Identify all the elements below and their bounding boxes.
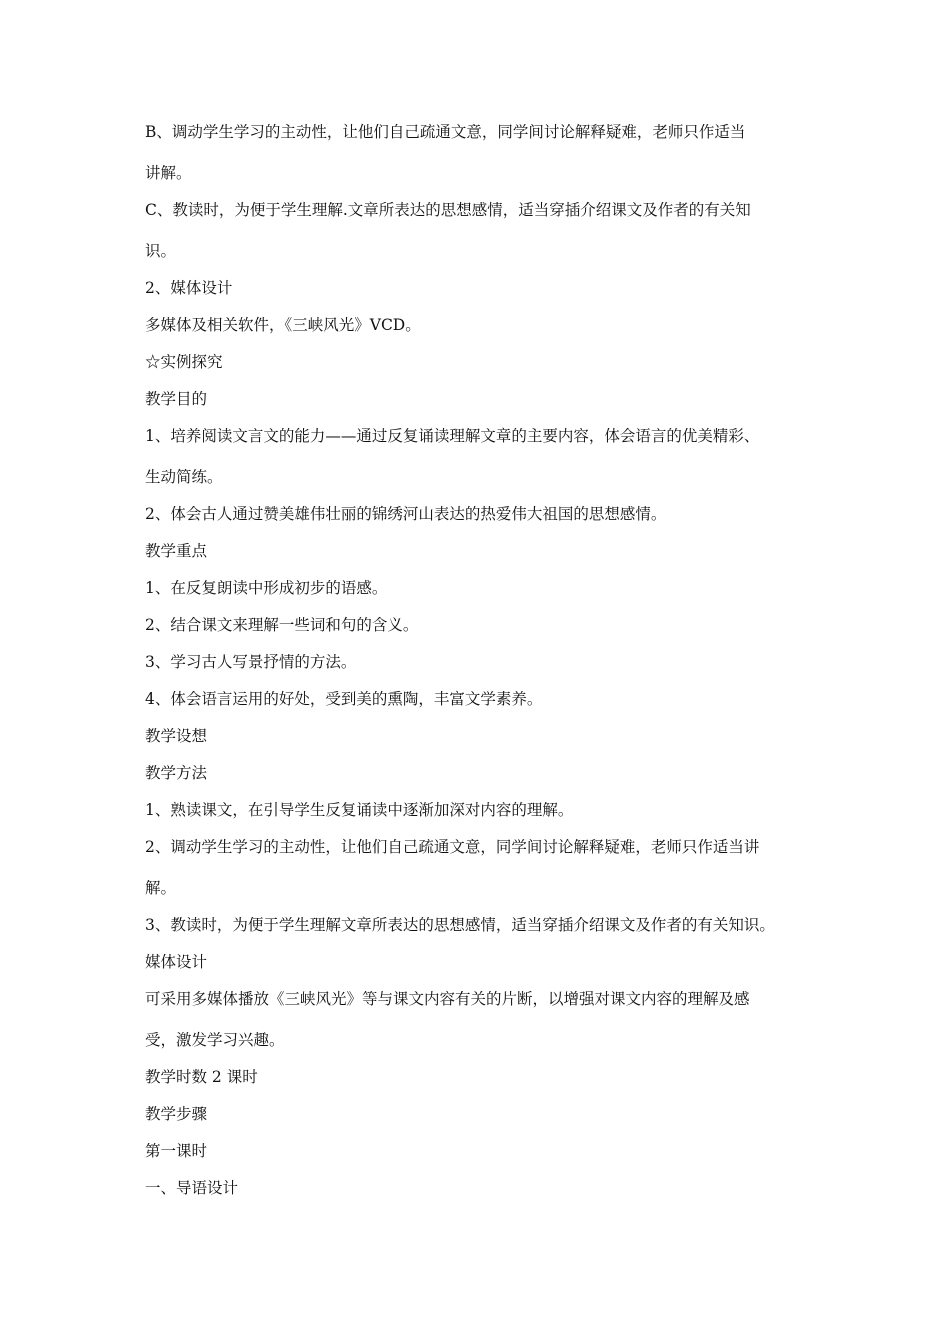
list-item: 4、体会语言运用的好处，受到美的熏陶，丰富文学素养。	[145, 690, 543, 708]
list-item: 1、培养阅读文言文的能力——通过反复诵读理解文章的主要内容，体会语言的优美精彩、	[145, 427, 760, 445]
section-heading: 教学目的	[145, 390, 208, 408]
paragraph-line: 生动简练。	[145, 468, 223, 486]
section-heading: ☆实例探究	[145, 353, 223, 371]
paragraph-line: 识。	[145, 242, 177, 260]
list-item: 3、学习古人写景抒情的方法。	[145, 653, 357, 671]
section-heading: 教学时数 2 课时	[145, 1068, 258, 1086]
section-heading: 教学重点	[145, 542, 208, 560]
section-heading: 媒体设计	[145, 953, 208, 971]
section-heading: 第一课时	[145, 1142, 208, 1160]
section-heading: 教学方法	[145, 764, 208, 782]
list-item: 2、体会古人通过赞美雄伟壮丽的锦绣河山表达的热爱伟大祖国的思想感情。	[145, 505, 667, 523]
paragraph-line: 解。	[145, 879, 177, 897]
section-heading: 教学步骤	[145, 1105, 208, 1123]
paragraph-line: C、教读时，为便于学生理解.文章所表达的思想感情，适当穿插介绍课文及作者的有关知	[145, 201, 751, 219]
list-item: 2、调动学生学习的主动性，让他们自己疏通文意，同学间讨论解释疑难，老师只作适当讲	[145, 838, 760, 856]
paragraph-line: 可采用多媒体播放《三峡风光》等与课文内容有关的片断，以增强对课文内容的理解及感	[145, 990, 750, 1008]
list-item: 3、教读时，为便于学生理解文章所表达的思想感情，适当穿插介绍课文及作者的有关知识。	[145, 916, 775, 934]
document-body	[145, 122, 820, 1215]
paragraph-line: 讲解。	[145, 164, 192, 182]
paragraph-line: 受，激发学习兴趣。	[145, 1031, 285, 1049]
list-item: 1、熟读课文，在引导学生反复诵读中逐渐加深对内容的理解。	[145, 801, 574, 819]
paragraph-line: B、调动学生学习的主动性，让他们自己疏通文意，同学间讨论解释疑难，老师只作适当	[145, 123, 746, 141]
section-heading: 2、媒体设计	[145, 279, 233, 297]
paragraph-line: 多媒体及相关软件，《三峡风光》VCD。	[145, 316, 421, 334]
section-heading: 教学设想	[145, 727, 208, 745]
list-item: 1、在反复朗读中形成初步的语感。	[145, 579, 388, 597]
section-heading: 一、导语设计	[145, 1179, 239, 1197]
list-item: 2、结合课文来理解一些词和句的含义。	[145, 616, 419, 634]
